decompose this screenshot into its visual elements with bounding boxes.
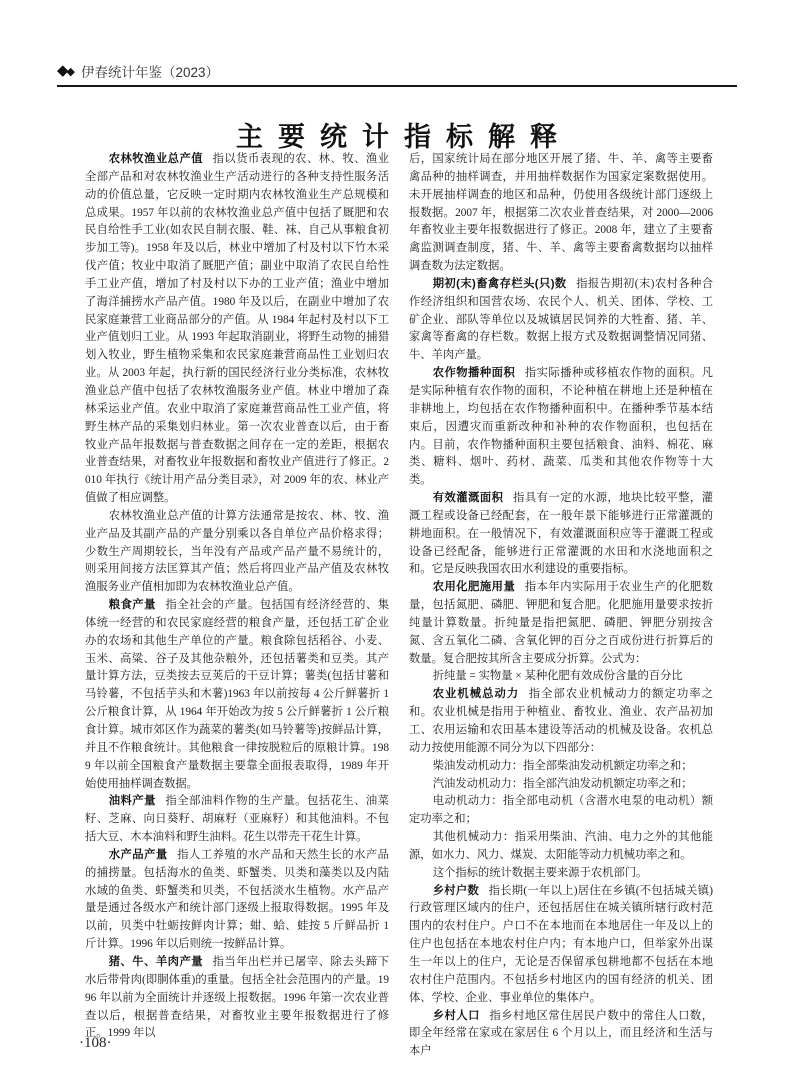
indicator-paragraph: 期初(末)畜禽存栏头(只)数 指报告期初(末)农村各种合作经济组织和国营农场、农民个人、机关、团体、学校、工矿企业、部队等单位以及城镇居民饲养的大牲畜、猪、羊、家禽等畜禽的存栏数。数据上报方式及数据调整情况同猪、牛、羊肉产量。 xyxy=(409,277,713,362)
yearbook-title: 伊春统计年鉴（2023） xyxy=(81,65,220,80)
paragraph: 汽油发动机动力：指全部汽油发动机额定功率之和； xyxy=(432,777,693,790)
paragraph: 农林牧渔业总产值的计算方法通常是按农、林、牧、渔业产品及其副产品的产量分别乘以各自单位产品价格求得；少数生产周期较长，当年没有产品或产品产量不易统计的，则采用间接方法匡算其产值；然后将四业产品产值及农林牧渔服务业产值相加即为农林牧渔业总产值。 xyxy=(85,509,389,594)
indicator-paragraph: 油料产量 指全部油料作物的生产量。包括花生、油菜籽、芝麻、向日葵籽、胡麻籽（亚麻籽）和其他油料。不包括大豆、木本油料和野生油料。花生以带壳干花生计算。 xyxy=(85,795,389,844)
indicator-paragraph: 粮食产量 指全社会的产量。包括国有经济经营的、集体统一经营的和农民家庭经营的粮食产量，还包括工矿企业办的农场和其他生产单位的产量。粮食除包括稻谷、小麦、玉米、高粱、谷子及其他杂粮外，还包括薯类和豆类。其产量计算方法，豆类按去豆荚后的干豆计算；薯类(包括甘薯和马铃薯，不包括芋头和木薯)1963 年以前按每 4 公斤鲜薯折 1 公斤粮食计算，从 1964 年开始改为按 5 公斤鲜薯折 1 公斤粮食计算。城市郊区作为蔬菜的薯类(如马铃薯等)按鲜品计算，并且不作粮食统计。其他粮食一律按脱粒后的原粮计算。1989 年以前全国粮食产量数据主要靠全面报表取得，1989 年开始使用抽样调查数据。 xyxy=(85,599,389,790)
diamond-icons: ◆◆ xyxy=(57,62,74,79)
indicator-paragraph: 农用化肥施用量 指本年内实际用于农业生产的化肥数量，包括氮肥、磷肥、钾肥和复合肥。化肥施用量要求按折纯量计算数量。折纯量是指把氮肥、磷肥、钾肥分别按含氮、含五氧化二磷、含氧化钾的百分之百成份进行折算后的数量。复合肥按其所含主要成分折算。公式为： xyxy=(409,581,713,665)
text-columns xyxy=(85,151,713,1061)
paragraph: 后，国家统计局在部分地区开展了猪、牛、羊、禽等主要畜禽品种的抽样调查，并用抽样数据作为国家定案数据使用。未开展抽样调查的地区和品种，仍使用各级统计部门逐级上报数据。2007 年，根据第二次农业普查结果，对 2000—2006 年畜牧业主要年报数据进行了修正。2008 年，建立了主要畜禽监测调查制度，猪、牛、羊、禽等主要畜禽数据均以抽样调查数为法定数据。 xyxy=(409,153,713,273)
indicator-term: 乡村户数 xyxy=(432,884,480,897)
paragraph: 这个指标的统计数据主要来源于农机部门。 xyxy=(432,866,648,879)
indicator-paragraph: 农作物播种面积 指实际播种或移植农作物的面积。凡是实际种植有农作物的面积，不论种植在耕地上还是种植在非耕地上，均包括在农作物播种面积中。在播种季节基本结束后，因遭灾而重新改种和补种的农作物面积，也包括在内。目前，农作物播种面积主要包括粮食、油料、棉花、麻类、糖料、烟叶、药材、蔬菜、瓜类和其他农作物等十大类。 xyxy=(409,367,713,487)
right-column xyxy=(409,151,713,1061)
indicator-paragraph: 猪、牛、羊肉产量 指当年出栏并已屠宰、除去头蹄下水后带骨肉(即胴体重)的重量。包括全社会范围内的产量。1996 年以前为全面统计并逐级上报数据。1996 年第一次农业普查以后，根据普查结果，对畜牧业主要年报数据进行了修正。1999 年以 xyxy=(85,955,389,1040)
page-number: ·108· xyxy=(79,1035,112,1051)
indicator-paragraph: 水产品产量 指人工养殖的水产品和天然生长的水产品的捕捞量。包括海水的鱼类、虾蟹类、贝类和藻类以及内陆水域的鱼类、虾蟹类和贝类，不包括淡水生植物。水产品产量是通过各级水产和统计部门逐级上报取得数据。1995 年及以前，贝类中牡蛎按鲜肉计算；蚶、蛤、蛙按 5 斤鲜品折 1 斤计算。1996 年以后则统一按鲜品计算。 xyxy=(85,848,389,951)
indicator-term: 水产品产量 xyxy=(108,848,168,861)
paragraph: 柴油发动机动力：指全部柴油发动机额定功率之和； xyxy=(432,759,693,772)
indicator-term: 粮食产量 xyxy=(108,599,156,612)
paragraph: 折纯量 = 实物量 × 某种化肥有效成份含量的百分比 xyxy=(432,670,683,683)
indicator-paragraph: 乡村户数 指长期(一年以上)居住在乡镇(不包括城关镇)行政管理区域内的住户，还包括居住在城关镇所辖行政村范围内的农村住户。户口不在本地而在本地居住一年及以上的住户也包括在本地农村住户内；有本地户口，但举家外出谋生一年以上的住户，无论是否保留承包耕地都不包括在本地农村住户范围内。不包括乡村地区内的国有经济的机关、团体、学校、企业、事业单位的集体户。 xyxy=(409,884,713,1004)
page-header xyxy=(57,61,737,81)
indicator-term: 有效灌溉面积 xyxy=(432,492,504,505)
indicator-paragraph: 乡村人口 指乡村地区常住居民户数中的常住人口数，即全年经常在家或在家居住 6 个月以上，而且经济和生活与本户 xyxy=(409,1009,713,1058)
indicator-paragraph: 有效灌溉面积 指具有一定的水源，地块比较平整，灌溉工程或设备已经配套，在一般年景下能够进行正常灌溉的耕地面积。在一般情况下，有效灌溉面积应等于灌溉工程或设备已经配备，能够进行正常灌溉的水田和水浇地面积之和。它是反映我国农田水利建设的重要指标。 xyxy=(409,492,713,576)
indicator-paragraph: 农业机械总动力 指全部农业机械动力的额定功率之和。农业机械是指用于种植业、畜牧业、渔业、农产品初加工、农用运输和农田基本建设等活动的机械及设备。农机总动力按使用能源不同分为以下四部分： xyxy=(409,688,713,754)
page-title: 主要统计指标解释 xyxy=(236,122,572,153)
indicator-term: 农业机械总动力 xyxy=(432,688,520,701)
indicator-term: 乡村人口 xyxy=(432,1009,480,1022)
indicator-term: 期初(末)畜禽存栏头(只)数 xyxy=(432,277,567,290)
indicator-term: 猪、牛、羊肉产量 xyxy=(108,955,204,968)
paragraph: 其他机械动力：指采用柴油、汽油、电力之外的其他能源，如水力、风力、煤炭、太阳能等动力机械功率之和。 xyxy=(409,831,713,861)
header-rule xyxy=(57,85,737,87)
left-column xyxy=(85,151,389,1061)
indicator-term: 农用化肥施用量 xyxy=(432,581,516,594)
indicator-term: 油料产量 xyxy=(108,795,156,808)
paragraph: 电动机动力：指全部电动机（含潜水电泵的电动机）额定功率之和； xyxy=(409,795,713,826)
indicator-term: 农林牧渔业总产值 xyxy=(108,153,204,165)
indicator-paragraph: 农林牧渔业总产值 指以货币表现的农、林、牧、渔业全部产品和对农林牧渔业生产活动进行的各种支持性服务活动的价值总量，它反映一定时期内农林牧渔业生产总规模和总成果。1957 年以前的农林牧渔业总产值中包括了厩肥和农民自给性手工业(如农民自制衣服、鞋、袜、自己从事粮食初步加工等)。1958 年及以后，林业中增加了村及村以下竹木采伐产值；牧业中取消了厩肥产值；副业中取消了农民自给性手工业产值，增加了村及村以下办的工业产值；渔业中增加了海洋捕捞水产品产值。1980 年及以后，在副业中增加了农民家庭兼营工业商品部分的产值。从 1984 年起村及村以下工业产值划归工业。从 1993 年起取消副业，将野生动物的捕猎划入牧业，野生植物采集和农民家庭兼营商品性工业划归农业。从 2003 年起，执行新的国民经济行业分类标准，农林牧渔业总产值中包括了农林牧渔服务业产值。林业中增加了森林采运业产值。农业中取消了家庭兼营商品性工业产值，将野生林产品的采集划归林业。第一次农业普查以后，由于畜牧业产品年报数据与普查数据之间存在一定的差距，根据农业普查结果，对畜牧业年报数据和畜牧业产值进行了修正。2010 年执行《统计用产品分类目录》，对 2009 年的农、林业产值做了相应调整。 xyxy=(85,153,389,505)
indicator-term: 农作物播种面积 xyxy=(432,367,516,380)
